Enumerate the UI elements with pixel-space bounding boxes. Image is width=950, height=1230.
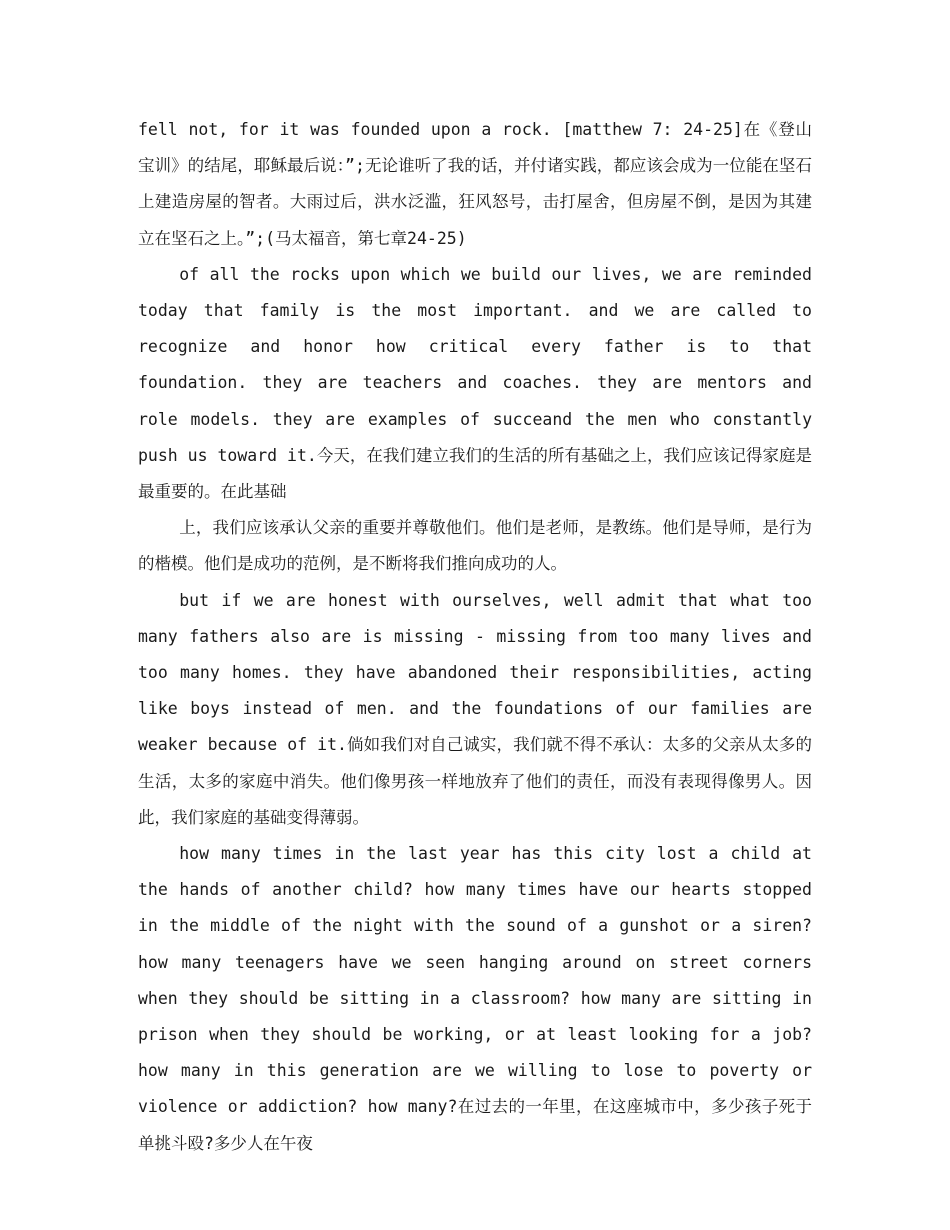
paragraph-3: 上，我们应该承认父亲的重要并尊敬他们。他们是老师，是教练。他们是导师，是行为的楷模。他们是成功的范例，是不断将我们推向成功的人。 xyxy=(138,518,812,574)
paragraph-2: of all the rocks upon which we build our lives, we are reminded today that family is the most important. and we are called to recognize and honor how critical every father is to that foundation. they are teachers and coaches. they are mentors and role models. they are examples of succeand the men who constantly push us toward it.今天，在我们建立我们的生活的所有基础之上，我们应该记得家庭是最重要的。在此基础 xyxy=(138,264,812,502)
paragraph-1: fell not, for it was founded upon a rock. [matthew 7: 24-25]在《登山宝训》的结尾，耶稣最后说：”;无论谁听了我的话，并付诸实践，都应该会成为一位能在坚石上建造房屋的智者。大雨过后，洪水泛滥，狂风怒号，击打屋舍，但房屋不倒，是因为其建立在坚石之上。”;(马太福音，第七章24-25) xyxy=(138,120,812,248)
document-page xyxy=(138,112,812,1162)
paragraph-5: how many times in the last year has this city lost a child at the hands of another child? how many times have our hearts stopped in the middle of the night with the sound of a gunshot or a siren? how many teenagers have we seen hanging around on street corners when they should be sitting in a classroom? how many are sitting in prison when they should be working, or at least looking for a job? how many in this generation are we willing to lose to poverty or violence or addiction? how many?在过去的一年里，在这座城市中，多少孩子死于单挑斗殴?多少人在午夜 xyxy=(138,844,812,1153)
paragraph-4: but if we are honest with ourselves, well admit that what too many fathers also are is missing - missing from too many lives and too many homes. they have abandoned their responsibilities, acting like boys instead of men. and the foundations of our families are weaker because of it.倘如我们对自己诚实，我们就不得不承认：太多的父亲从太多的生活，太多的家庭中消失。他们像男孩一样地放弃了他们的责任，而没有表现得像男人。因此，我们家庭的基础变得薄弱。 xyxy=(138,590,812,827)
